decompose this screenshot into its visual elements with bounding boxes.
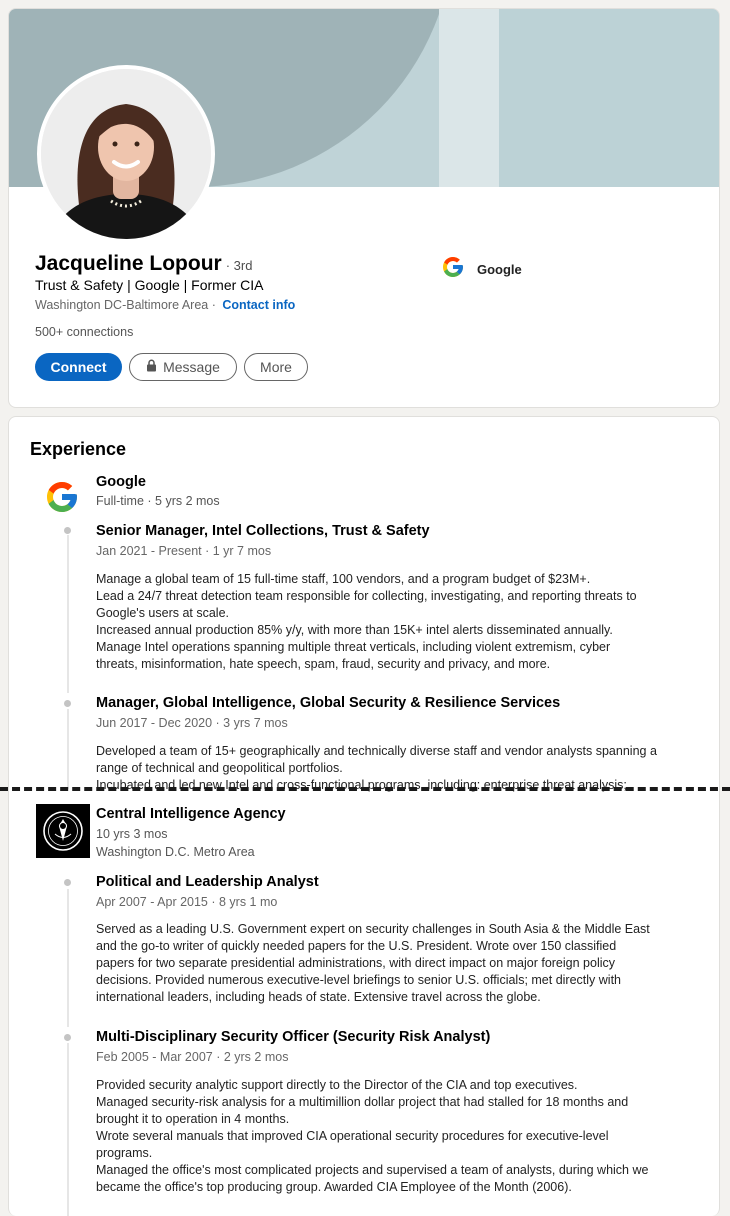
timeline-dot <box>64 700 71 707</box>
profile-name: Jacqueline Lopour <box>35 252 222 275</box>
description-line: Wrote several manuals that improved CIA operational security procedures for executive-level <box>96 1129 609 1143</box>
connect-button-label: Connect <box>50 359 107 375</box>
description-line: international leaders, including heads of state. Extensive travel across the globe. <box>96 990 541 1004</box>
role-dates: Jun 2017 - Dec 2020 · 3 yrs 7 mos <box>96 716 288 730</box>
description-line: decisions. Provided numerous executive-level briefings to senior U.S. officials; met directly with <box>96 973 621 987</box>
contact-info-link[interactable]: Contact info <box>222 298 296 312</box>
more-button[interactable] <box>244 353 308 381</box>
cia-seal-icon[interactable] <box>36 804 90 858</box>
description-line: range of technical and geopolitical portfolios. <box>96 761 343 775</box>
screenshot-divider <box>0 787 730 791</box>
role-title[interactable]: Multi-Disciplinary Security Officer (Security Risk Analyst) <box>96 1029 491 1045</box>
avatar[interactable] <box>37 65 215 243</box>
role-dates: Feb 2005 - Mar 2007 · 2 yrs 2 mos <box>96 1050 289 1064</box>
timeline-dot <box>64 527 71 534</box>
connections-count[interactable]: 500+ connections <box>35 325 134 339</box>
timeline-dot <box>64 1034 71 1041</box>
company-name-cia[interactable]: Central Intelligence Agency <box>96 806 286 822</box>
profile-location: Washington DC-Baltimore Area · <box>35 298 216 312</box>
role-description <box>96 1077 696 1196</box>
google-logo-icon <box>441 255 465 284</box>
description-line: threats, misinformation, hate speech, spam, fraud, security and privacy, and more. <box>96 657 551 671</box>
timeline-dot <box>64 879 71 886</box>
description-line: Google's users at scale. <box>96 606 230 620</box>
timeline-line <box>67 535 69 693</box>
role-description <box>96 921 696 1006</box>
current-company-name: Google <box>477 262 522 277</box>
description-line: brought it to operation in 4 months. <box>96 1112 290 1126</box>
description-line: Served as a leading U.S. Government expert on security challenges in South Asia & the Middle East <box>96 922 650 936</box>
description-line: became the office's top producing group. Awarded CIA Employee of the Month (2006). <box>96 1180 572 1194</box>
experience-heading: Experience <box>30 439 127 459</box>
description-line: programs. <box>96 1146 153 1160</box>
description-line: Provided security analytic support directly to the Director of the CIA and top executives. <box>96 1078 578 1092</box>
connect-button[interactable] <box>35 353 122 381</box>
timeline-line <box>67 889 69 1027</box>
timeline-line <box>67 709 69 789</box>
role-title[interactable]: Senior Manager, Intel Collections, Trust & Safety <box>96 523 430 539</box>
description-line: and the go-to writer of quickly needed papers for the U.S. President. Wrote over 150 classified <box>96 939 617 953</box>
description-line: Manage a global team of 15 full-time staff, 100 vendors, and a program budget of $23M+. <box>96 572 591 586</box>
description-line: Increased annual production 85% y/y, with more than 15K+ intel alerts disseminated annually. <box>96 623 613 637</box>
description-line: Lead a 24/7 threat detection team responsible for collecting, investigating, and reporting threats to <box>96 589 637 603</box>
description-line: Developed a team of 15+ geographically and technically diverse staff and vendor analysts spanning a <box>96 744 657 758</box>
role-title[interactable]: Political and Leadership Analyst <box>96 874 319 890</box>
description-line: Incubated and led new Intel and cross-functional programs, including: enterprise threat analysis; <box>96 778 627 792</box>
google-logo-icon[interactable] <box>44 479 80 520</box>
description-line: Managed the office's most complicated projects and supervised a team of analysts, during which we <box>96 1163 649 1177</box>
company-meta-google: Full-time · 5 yrs 2 mos <box>96 494 220 508</box>
role-description <box>96 571 696 673</box>
more-button-label: More <box>260 359 292 375</box>
company-meta-cia: 10 yrs 3 mos <box>96 827 168 841</box>
experience-card <box>8 416 720 1216</box>
role-dates: Apr 2007 - Apr 2015 · 8 yrs 1 mo <box>96 895 278 909</box>
role-title[interactable]: Manager, Global Intelligence, Global Security & Resilience Services <box>96 695 561 711</box>
profile-headline: Trust & Safety | Google | Former CIA <box>35 277 264 293</box>
lock-icon <box>146 359 157 375</box>
message-button[interactable] <box>129 353 237 381</box>
company-location-cia: Washington D.C. Metro Area <box>96 845 255 859</box>
role-dates: Jan 2021 - Present · 1 yr 7 mos <box>96 544 272 558</box>
message-button-label: Message <box>163 359 220 375</box>
current-company-link[interactable] <box>441 255 522 284</box>
location-row <box>35 298 295 312</box>
profile-card <box>8 8 720 408</box>
company-name-google[interactable]: Google <box>96 474 146 490</box>
description-line: Managed security-risk analysis for a multimillion dollar project that had stalled for 18 months and <box>96 1095 629 1109</box>
connection-degree: · 3rd <box>225 258 253 273</box>
timeline-line <box>67 1043 69 1216</box>
description-line: Manage Intel operations spanning multiple threat verticals, including violent extremism, cyber <box>96 640 611 654</box>
description-line: papers for two separate presidential administrations, with direct impact on major foreign policy <box>96 956 615 970</box>
